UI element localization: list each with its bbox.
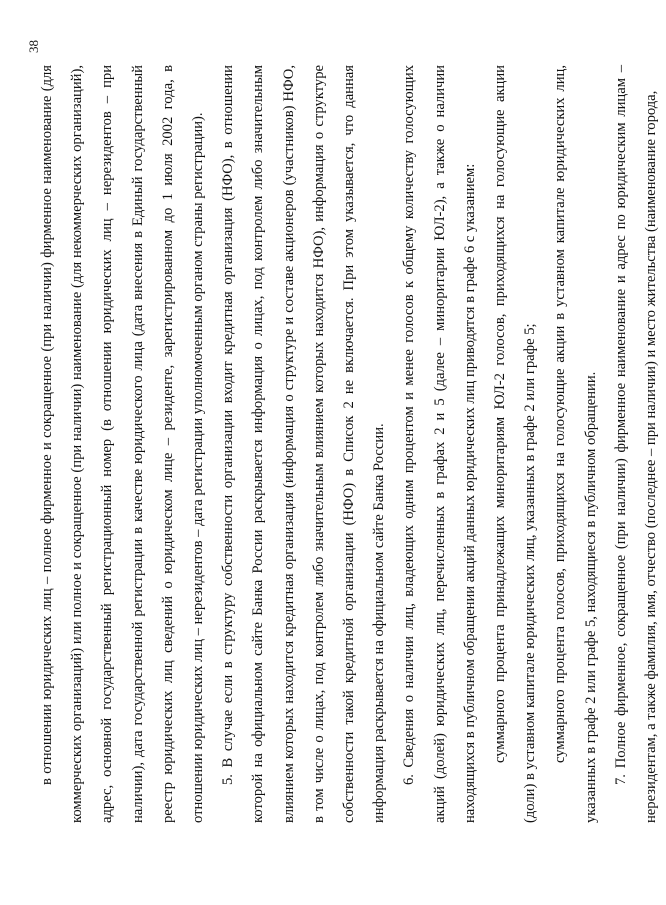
paragraph-6-minority-holders: 6. Сведения о наличии лиц, владеющих одним процентом и менее голосов к общему количеству голосующих акций (долей) юридических лиц, перечисленных в графах 2 и 5 (далее – миноритарии ЮЛ-2), а также о наличии находящихся в публичном обращении акций данных юридических лиц приводятся в графе 6 с указанием:: [401, 65, 478, 823]
paragraph-minority-vote-share: суммарного процента принадлежащих миноритариям ЮЛ-2 голосов, приходящихся на голосующие акции (доли) в уставном капитале юридических лиц, указанных в графе 2 или графе 5;: [492, 65, 539, 823]
paragraph-5-credit-organization: 5. В случае если в структуру собственности организации входит кредитная организация (НФО), в отношении которой на официальном сайте Банка России раскрывается информация о лицах, под контролем либо значительным влиянием которых находится кредитная организация (информация о структуре и составе акционеров (участников) НФО, в том числе о лицах, под контролем либо значительным влиянием которых находится НФО), информация о структуре собственности такой кредитной организации (НФО) в Список 2 не включается. При этом указывается, что данная информация раскрывается на официальном сайте Банка России.: [220, 65, 388, 823]
paragraph-public-circulation-share: суммарного процента голосов, приходящихся на голосующие акции в уставном капитале юридических лиц, указанных в графе 2 или графе 5, находящиеся в публичном обращении.: [552, 65, 599, 823]
body-text: [32, 65, 666, 823]
paragraph-legal-entities: в отношении юридических лиц – полное фирменное и сокращенное (при наличии) фирменное наименование (для коммерческих организаций) или полное и сокращенное (при наличии) наименование (для некоммерческих организаций), адрес, основной государственный регистрационный номер (в отношении юридических лиц – нерезидентов – при наличии), дата государственной регистрации в качестве юридического лица (дата внесения в Единый государственный реестр юридических лиц сведений о юридическом лице – резиденте, зарегистрированном до 1 июля 2002 года, в отношении юридических лиц – нерезидентов – дата регистрации уполномоченным органом страны регистрации).: [39, 65, 207, 823]
paragraph-7-nonresidents: 7. Полное фирменное, сокращенное (при наличии) фирменное наименование и адрес по юридическим лицам – нерезидентам, а также фамилия, имя, отчество (последнее – при наличии) и место жительства (наименование города,: [612, 65, 660, 823]
page-number: 38: [26, 40, 41, 53]
